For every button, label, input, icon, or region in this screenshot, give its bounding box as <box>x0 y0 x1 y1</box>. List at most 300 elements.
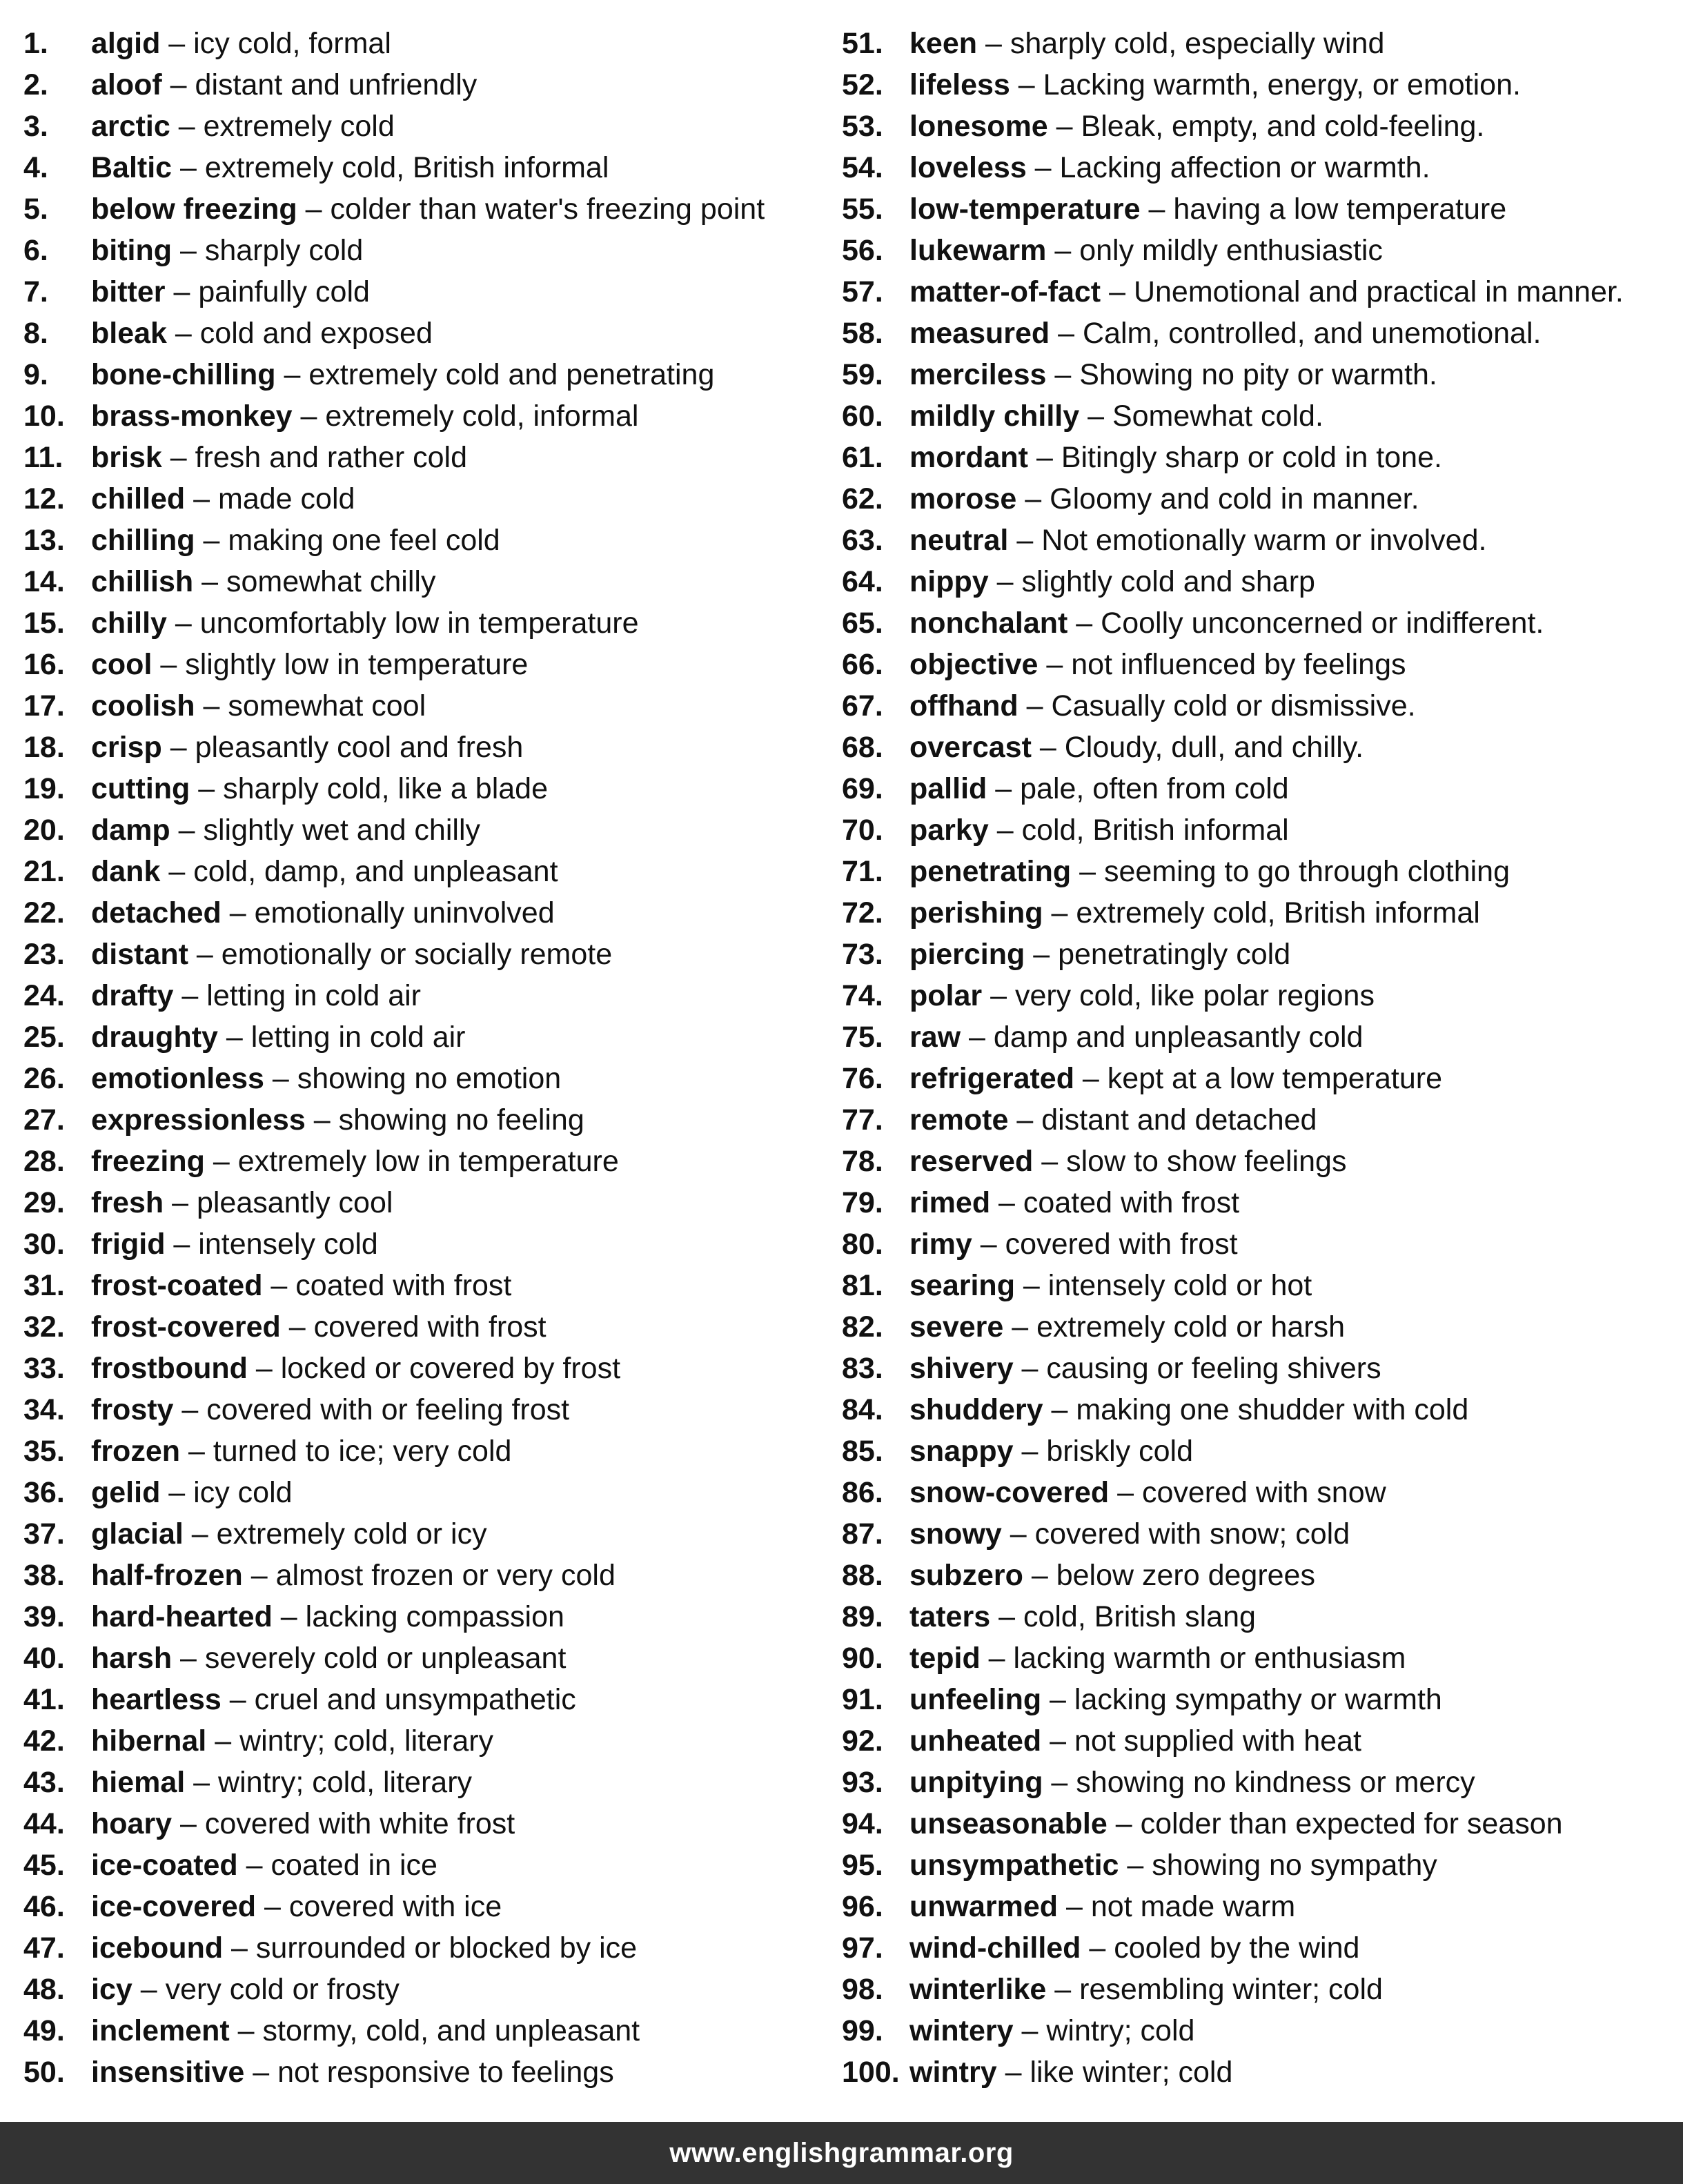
entry-number: 8. <box>23 317 48 350</box>
entry-word: shivery <box>909 1352 1014 1385</box>
entry-number: 79. <box>842 1186 883 1219</box>
word-entry <box>842 1265 1673 1306</box>
word-entry <box>23 892 831 934</box>
entry-word: morose <box>909 482 1017 515</box>
entry-word: objective <box>909 648 1039 681</box>
footer-website-url[interactable]: www.englishgrammar.org <box>669 2137 1014 2168</box>
entry-word: cutting <box>91 772 190 805</box>
entry-definition: covered with frost <box>1005 1228 1238 1261</box>
entry-separator: – <box>1046 1973 1080 2006</box>
entry-word: searing <box>909 1269 1015 1302</box>
word-entry <box>842 1927 1673 1969</box>
entry-definition: Bitingly sharp or cold in tone. <box>1061 441 1442 474</box>
entry-definition: covered with snow; cold <box>1034 1517 1350 1551</box>
entry-separator: – <box>1001 1517 1035 1551</box>
entry-separator: – <box>193 565 226 598</box>
entry-definition: showing no feeling <box>338 1103 584 1137</box>
word-entry <box>842 1389 1673 1430</box>
entry-separator: – <box>1140 193 1174 226</box>
word-entry <box>842 1058 1673 1099</box>
entry-separator: – <box>172 1807 205 1840</box>
entry-separator: – <box>1013 1435 1047 1468</box>
entry-definition: Casually cold or dismissive. <box>1051 689 1416 722</box>
entry-number: 42. <box>23 1724 65 1758</box>
entry-number: 91. <box>842 1683 883 1716</box>
word-entry <box>23 1637 831 1679</box>
entry-separator: – <box>152 648 186 681</box>
entry-number: 56. <box>842 234 883 267</box>
entry-number: 63. <box>842 524 883 557</box>
entry-separator: – <box>262 1269 296 1302</box>
word-entry <box>23 1099 831 1141</box>
entry-word: brass-monkey <box>91 400 293 433</box>
entry-separator: – <box>987 772 1021 805</box>
entry-number: 22. <box>23 896 65 929</box>
entry-number: 9. <box>23 358 48 391</box>
entry-definition: extremely cold, British informal <box>1076 896 1480 929</box>
entry-definition: causing or feeling shivers <box>1046 1352 1381 1385</box>
word-entry <box>23 106 831 147</box>
entry-number: 10. <box>23 400 65 433</box>
word-entry <box>842 106 1673 147</box>
word-entry <box>23 1265 831 1306</box>
entry-separator: – <box>165 275 199 308</box>
entry-number: 36. <box>23 1476 65 1509</box>
entry-separator: – <box>1025 938 1059 971</box>
entry-word: offhand <box>909 689 1018 722</box>
entry-definition: briskly cold <box>1046 1435 1194 1468</box>
entry-separator: – <box>132 1973 166 2006</box>
entry-number: 54. <box>842 151 883 184</box>
entry-word: remote <box>909 1103 1009 1137</box>
entry-separator: – <box>1046 234 1080 267</box>
word-entry <box>23 1389 831 1430</box>
entry-separator: – <box>996 2056 1030 2089</box>
entry-definition: covered with snow <box>1141 1476 1386 1509</box>
entry-separator: – <box>1013 2014 1047 2047</box>
entry-number: 78. <box>842 1145 883 1178</box>
entry-definition: making one shudder with cold <box>1076 1393 1469 1426</box>
entry-definition: coated with frost <box>1023 1186 1240 1219</box>
word-entry <box>23 1679 831 1720</box>
word-entry <box>23 188 831 230</box>
entry-number: 17. <box>23 689 65 722</box>
word-entry <box>842 1348 1673 1389</box>
entry-word: shuddery <box>909 1393 1043 1426</box>
entry-definition: somewhat cool <box>228 689 426 722</box>
entry-number: 21. <box>23 855 65 888</box>
word-entry <box>842 644 1673 685</box>
entry-definition: sharply cold, especially wind <box>1010 27 1385 60</box>
entry-number: 52. <box>842 68 883 101</box>
entry-separator: – <box>1018 689 1052 722</box>
entry-definition: seeming to go through clothing <box>1103 855 1510 888</box>
entry-separator: – <box>256 1890 289 1923</box>
word-entry <box>23 1182 831 1223</box>
entry-number: 38. <box>23 1559 65 1592</box>
entry-word: merciless <box>909 358 1047 391</box>
entry-separator: – <box>977 27 1010 60</box>
entry-definition: penetratingly cold <box>1058 938 1291 971</box>
entry-separator: – <box>195 689 228 722</box>
entry-number: 67. <box>842 689 883 722</box>
entry-word: chilly <box>91 607 167 640</box>
word-entry <box>23 2052 831 2093</box>
entry-separator: – <box>1074 1062 1108 1095</box>
entry-word: unsympathetic <box>909 1849 1119 1882</box>
entry-number: 47. <box>23 1931 65 1965</box>
entry-separator: – <box>1043 1393 1076 1426</box>
entry-word: below freezing <box>91 193 297 226</box>
entry-definition: showing no sympathy <box>1152 1849 1437 1882</box>
entry-definition: coated with frost <box>295 1269 512 1302</box>
word-entry <box>23 1803 831 1844</box>
entry-definition: only mildly enthusiastic <box>1079 234 1383 267</box>
word-entry <box>842 437 1673 478</box>
entry-definition: Unemotional and practical in manner. <box>1133 275 1624 308</box>
word-entry <box>23 934 831 975</box>
word-entry <box>842 147 1673 188</box>
word-entry <box>23 1306 831 1348</box>
word-entry <box>842 1472 1673 1513</box>
entry-number: 61. <box>842 441 883 474</box>
entry-definition: cooled by the wind <box>1114 1931 1360 1965</box>
word-entry <box>842 1969 1673 2010</box>
entry-definition: like winter; cold <box>1030 2056 1233 2089</box>
entry-word: freezing <box>91 1145 205 1178</box>
entry-separator: – <box>1071 855 1104 888</box>
entry-number: 1. <box>23 27 48 60</box>
word-entry <box>23 1555 831 1596</box>
entry-number: 94. <box>842 1807 883 1840</box>
entry-number: 77. <box>842 1103 883 1137</box>
entry-word: unwarmed <box>909 1890 1059 1923</box>
entry-number: 88. <box>842 1559 883 1592</box>
entry-separator: – <box>172 234 205 267</box>
entry-number: 74. <box>842 979 883 1012</box>
entry-number: 86. <box>842 1476 883 1509</box>
word-entry <box>842 934 1673 975</box>
entry-definition: cold, British slang <box>1023 1600 1256 1633</box>
entry-word: perishing <box>909 896 1043 929</box>
word-entry <box>842 23 1673 64</box>
entry-number: 33. <box>23 1352 65 1385</box>
word-entry <box>842 1223 1673 1265</box>
entry-separator: – <box>1041 1724 1074 1758</box>
entry-word: chilling <box>91 524 195 557</box>
entry-number: 55. <box>842 193 883 226</box>
word-entry <box>23 395 831 437</box>
entry-separator: – <box>275 358 309 391</box>
entry-definition: lacking compassion <box>305 1600 564 1633</box>
entry-word: polar <box>909 979 983 1012</box>
entry-word: bitter <box>91 275 166 308</box>
entry-separator: – <box>1058 1890 1091 1923</box>
entry-number: 85. <box>842 1435 883 1468</box>
entry-definition: Calm, controlled, and unemotional. <box>1082 317 1542 350</box>
entry-number: 71. <box>842 855 883 888</box>
entry-number: 89. <box>842 1600 883 1633</box>
entry-number: 98. <box>842 1973 883 2006</box>
entry-separator: – <box>166 607 200 640</box>
entry-number: 73. <box>842 938 883 971</box>
entry-definition: covered with white frost <box>204 1807 515 1840</box>
entry-separator: – <box>1023 1559 1056 1592</box>
word-entry <box>842 1430 1673 1472</box>
entry-word: algid <box>91 27 161 60</box>
entry-definition: Bleak, empty, and cold-feeling. <box>1081 110 1485 143</box>
word-entry <box>842 271 1673 313</box>
entry-word: lonesome <box>909 110 1048 143</box>
entry-separator: – <box>221 1683 255 1716</box>
entry-separator: – <box>183 1517 217 1551</box>
word-entry <box>23 64 831 106</box>
entry-separator: – <box>305 1103 339 1137</box>
entry-separator: – <box>237 1849 271 1882</box>
entry-word: aloof <box>91 68 162 101</box>
entry-word: inclement <box>91 2014 230 2047</box>
word-entry <box>842 561 1673 602</box>
entry-number: 5. <box>23 193 48 226</box>
word-entry <box>23 1472 831 1513</box>
entry-word: mordant <box>909 441 1028 474</box>
entry-word: cool <box>91 648 152 681</box>
word-entry <box>842 230 1673 271</box>
entry-number: 31. <box>23 1269 65 1302</box>
word-entry <box>842 1596 1673 1637</box>
entry-definition: not supplied with heat <box>1074 1724 1361 1758</box>
word-entry <box>23 1927 831 1969</box>
entry-definition: Gloomy and cold in manner. <box>1050 482 1419 515</box>
entry-word: dank <box>91 855 161 888</box>
entry-word: icebound <box>91 1931 224 1965</box>
word-entry <box>842 313 1673 354</box>
entry-number: 28. <box>23 1145 65 1178</box>
entry-separator: – <box>1028 441 1061 474</box>
entry-number: 95. <box>842 1849 883 1882</box>
entry-separator: – <box>165 1228 199 1261</box>
entry-separator: – <box>1033 1145 1067 1178</box>
word-entry <box>23 1762 831 1803</box>
entry-separator: – <box>229 2014 263 2047</box>
entry-number: 53. <box>842 110 883 143</box>
entry-definition: below zero degrees <box>1056 1559 1315 1592</box>
word-entry <box>842 809 1673 851</box>
entry-separator: – <box>1008 524 1042 557</box>
entry-number: 84. <box>842 1393 883 1426</box>
entry-definition: slightly cold and sharp <box>1021 565 1315 598</box>
entry-definition: sharply cold, like a blade <box>223 772 549 805</box>
entry-number: 23. <box>23 938 65 971</box>
entry-word: emotionless <box>91 1062 264 1095</box>
entry-definition: covered with or feeling frost <box>206 1393 570 1426</box>
entry-separator: – <box>990 1186 1023 1219</box>
entry-separator: – <box>242 1559 276 1592</box>
entry-number: 70. <box>842 814 883 847</box>
entry-separator: – <box>1047 110 1081 143</box>
entry-number: 40. <box>23 1642 65 1675</box>
entry-number: 24. <box>23 979 65 1012</box>
entry-word: frostbound <box>91 1352 248 1385</box>
entry-number: 81. <box>842 1269 883 1302</box>
entry-word: bleak <box>91 317 167 350</box>
word-entry <box>23 685 831 727</box>
word-entry <box>23 1886 831 1927</box>
entry-definition: showing no kindness or mercy <box>1076 1766 1475 1799</box>
entry-number: 48. <box>23 1973 65 2006</box>
entry-word: frozen <box>91 1435 180 1468</box>
entry-definition: somewhat chilly <box>226 565 436 598</box>
entry-definition: wintry; cold <box>1046 2014 1195 2047</box>
word-entry <box>842 478 1673 520</box>
word-list-column-right <box>842 23 1673 2093</box>
entry-definition: colder than water's freezing point <box>330 193 765 226</box>
entry-separator: – <box>185 1766 219 1799</box>
entry-word: biting <box>91 234 173 267</box>
entry-word: raw <box>909 1021 961 1054</box>
word-entry <box>23 768 831 809</box>
word-entry <box>23 1223 831 1265</box>
entry-number: 82. <box>842 1310 883 1344</box>
entry-separator: – <box>1003 1310 1037 1344</box>
entry-definition: lacking sympathy or warmth <box>1074 1683 1442 1716</box>
word-entry <box>23 561 831 602</box>
entry-number: 87. <box>842 1517 883 1551</box>
entry-word: unpitying <box>909 1766 1043 1799</box>
entry-number: 41. <box>23 1683 65 1716</box>
entry-word: parky <box>909 814 989 847</box>
entry-word: hoary <box>91 1807 173 1840</box>
entry-word: harsh <box>91 1642 173 1675</box>
entry-number: 97. <box>842 1931 883 1965</box>
entry-definition: locked or covered by frost <box>280 1352 621 1385</box>
entry-definition: severely cold or unpleasant <box>204 1642 567 1675</box>
word-entry <box>842 1679 1673 1720</box>
entry-number: 7. <box>23 275 48 308</box>
entry-separator: – <box>172 1642 205 1675</box>
entry-number: 76. <box>842 1062 883 1095</box>
entry-definition: cruel and unsympathetic <box>254 1683 576 1716</box>
entry-word: low-temperature <box>909 193 1141 226</box>
entry-number: 12. <box>23 482 65 515</box>
word-list-column-left <box>23 23 831 2093</box>
entry-word: glacial <box>91 1517 184 1551</box>
entry-definition: covered with frost <box>313 1310 547 1344</box>
entry-definition: wintry; cold, literary <box>239 1724 494 1758</box>
word-entry <box>23 230 831 271</box>
entry-word: mildly chilly <box>909 400 1080 433</box>
entry-separator: – <box>1041 1683 1074 1716</box>
entry-definition: stormy, cold, and unpleasant <box>262 2014 640 2047</box>
entry-word: hibernal <box>91 1724 207 1758</box>
entry-word: reserved <box>909 1145 1034 1178</box>
entry-definition: not responsive to feelings <box>277 2056 614 2089</box>
entry-separator: – <box>1079 400 1112 433</box>
entry-separator: – <box>173 979 207 1012</box>
entry-definition: cold, damp, and unpleasant <box>193 855 558 888</box>
entry-word: half-frozen <box>91 1559 243 1592</box>
word-entry <box>23 1016 831 1058</box>
entry-separator: – <box>1013 1352 1047 1385</box>
entry-definition: intensely cold <box>198 1228 378 1261</box>
entry-number: 100. <box>842 2056 900 2089</box>
entry-definition: Lacking affection or warmth. <box>1059 151 1430 184</box>
entry-number: 13. <box>23 524 65 557</box>
entry-separator: – <box>170 814 204 847</box>
entry-separator: – <box>988 814 1022 847</box>
entry-separator: – <box>272 1600 306 1633</box>
entry-word: insensitive <box>91 2056 245 2089</box>
word-entry <box>23 437 831 478</box>
entry-separator: – <box>1043 1766 1076 1799</box>
entry-definition: slightly wet and chilly <box>203 814 481 847</box>
entry-number: 44. <box>23 1807 65 1840</box>
entry-number: 11. <box>23 441 63 474</box>
entry-word: ice-coated <box>91 1849 238 1882</box>
entry-definition: Showing no pity or warmth. <box>1079 358 1437 391</box>
word-entry <box>842 64 1673 106</box>
entry-number: 50. <box>23 2056 65 2089</box>
entry-separator: – <box>161 441 195 474</box>
entry-word: severe <box>909 1310 1004 1344</box>
entry-word: subzero <box>909 1559 1023 1592</box>
entry-number: 29. <box>23 1186 65 1219</box>
entry-number: 14. <box>23 565 65 598</box>
entry-separator: – <box>180 1435 213 1468</box>
entry-number: 80. <box>842 1228 883 1261</box>
word-entry <box>23 313 831 354</box>
entry-definition: surrounded or blocked by ice <box>255 1931 638 1965</box>
entry-separator: – <box>173 1393 207 1426</box>
word-entry <box>842 395 1673 437</box>
entry-number: 58. <box>842 317 883 350</box>
word-entry <box>842 975 1673 1016</box>
entry-number: 26. <box>23 1062 65 1095</box>
entry-separator: – <box>161 731 195 764</box>
entry-definition: cold and exposed <box>199 317 433 350</box>
word-entry <box>842 1141 1673 1182</box>
entry-separator: – <box>166 317 200 350</box>
entry-number: 27. <box>23 1103 65 1137</box>
entry-word: overcast <box>909 731 1032 764</box>
entry-number: 32. <box>23 1310 65 1344</box>
entry-definition: resembling winter; cold <box>1079 1973 1383 2006</box>
entry-word: keen <box>909 27 978 60</box>
entry-number: 39. <box>23 1600 65 1633</box>
entry-word: frost-covered <box>91 1310 281 1344</box>
entry-number: 92. <box>842 1724 883 1758</box>
entry-separator: – <box>1046 358 1080 391</box>
entry-number: 72. <box>842 896 883 929</box>
entry-number: 57. <box>842 275 883 308</box>
word-entry <box>842 2052 1673 2093</box>
entry-word: gelid <box>91 1476 161 1509</box>
entry-definition: distant and unfriendly <box>195 68 478 101</box>
entry-word: loveless <box>909 151 1027 184</box>
entry-separator: – <box>160 855 194 888</box>
entry-separator: – <box>164 1186 197 1219</box>
entry-definition: Cloudy, dull, and chilly. <box>1064 731 1364 764</box>
entry-word: chillish <box>91 565 194 598</box>
word-entry <box>23 23 831 64</box>
entry-number: 20. <box>23 814 65 847</box>
entry-number: 83. <box>842 1352 883 1385</box>
entry-number: 93. <box>842 1766 883 1799</box>
entry-word: ice-covered <box>91 1890 257 1923</box>
entry-word: chilled <box>91 482 186 515</box>
footer-bar <box>0 2122 1683 2184</box>
entry-separator: – <box>160 1476 194 1509</box>
